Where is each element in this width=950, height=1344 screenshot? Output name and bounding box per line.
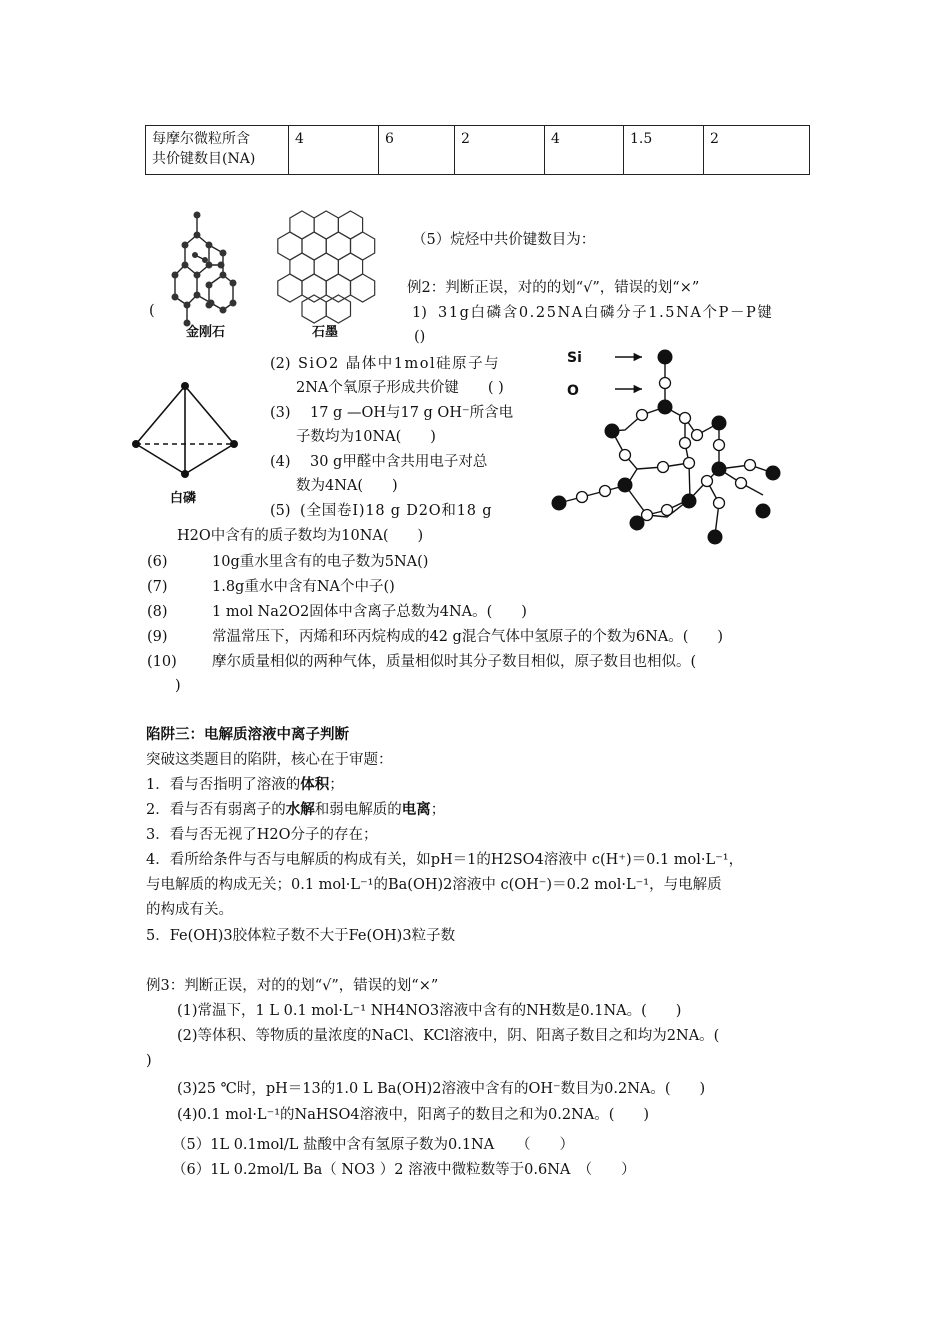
item-text: 2NA个氧原子形成共价键 ( )	[296, 380, 504, 396]
graphite-hexagon	[302, 295, 326, 323]
table-row-label	[146, 126, 289, 175]
o-label: O	[567, 383, 579, 399]
table-cell: 1.5	[624, 126, 704, 175]
section3-point-1	[146, 774, 344, 796]
graphite-hexagon	[290, 211, 314, 239]
example3-q6: （6）1L 0.2mol/L Ba（ NO3 ）2 溶液中微粒数等于0.6NA （ ）	[172, 1162, 636, 1178]
item-num: (3)	[270, 405, 291, 421]
section3-title: 陷阱三：电解质溶液中离子判断	[146, 726, 349, 743]
graphite-hexagon	[326, 295, 350, 323]
item-text: (全国卷Ⅰ)18 g D2O和18 g	[300, 503, 493, 519]
text: 1．看与否指明了溶液的	[146, 777, 301, 793]
item-num: (6)	[147, 554, 168, 570]
item-text: 1.8g重水中含有NA个中子()	[212, 579, 395, 595]
item-text: 数为4NA( )	[296, 478, 398, 494]
text: 2．看与否有弱离子的	[146, 802, 286, 818]
example3-q4: (4)0.1 mol·L⁻¹的NaHSO4溶液中，阳离子的数目之和为0.2NA。( )	[177, 1107, 650, 1123]
sio2-structure-figure	[545, 345, 805, 550]
item-text: 17 g —OH与17 g OH⁻所含电	[310, 405, 514, 421]
graphite-hexagon	[278, 232, 302, 260]
item-text: 子数均为10NA( )	[296, 429, 436, 445]
graphite-hexagon	[326, 274, 350, 302]
item-text: 摩尔质量相似的两种气体，质量相似时其分子数目相似，原子数目也相似。(	[212, 654, 697, 670]
item-text: 10g重水里含有的电子数为5NA()	[212, 554, 429, 570]
item-num: (5)	[270, 503, 291, 519]
white-phosphorus-label: 白磷	[170, 491, 197, 506]
example2-title: 例2：判断正误，对的的划“√”，错误的划“×”	[407, 280, 700, 296]
item-num: (9)	[147, 629, 168, 645]
graphite-hexagon	[278, 274, 302, 302]
item-num: (10)	[147, 654, 177, 670]
graphite-hexagon	[302, 232, 326, 260]
item-num: (2)	[270, 356, 291, 372]
item-text: 31g白磷含0.25NA白磷分子1.5NA个P－P键	[438, 305, 774, 321]
graphite-hexagon	[351, 274, 375, 302]
section3-point-4-line2: 与电解质的构成无关；0.1 mol·L⁻¹的Ba(OH)2溶液中 c(OH⁻)＝0.2 mol·L⁻¹，与电解质	[146, 877, 722, 893]
text-bold: 电离	[401, 801, 431, 818]
text: 和弱电解质的	[314, 802, 402, 818]
text: ；	[430, 802, 446, 818]
item-num: (4)	[270, 454, 291, 470]
example3-q5: （5）1L 0.1mol/L 盐酸中含有氢原子数为0.1NA （ ）	[172, 1137, 574, 1153]
open-paren: (	[149, 303, 155, 319]
section3-point-2	[146, 799, 445, 821]
item-num: (7)	[147, 579, 168, 595]
section3-point-3: 3．看与否无视了H2O分子的存在；	[146, 827, 378, 843]
q5-alkane: （5）烷烃中共价键数目为：	[412, 232, 596, 248]
section3-point-4-line3: 的构成有关。	[146, 902, 233, 918]
section3-point-4-line1: 4．看所给条件与否与电解质的构成有关，如pH＝1的H2SO4溶液中 c(H⁺)＝0.1 mol·L⁻¹，	[146, 852, 744, 868]
example3-q3: (3)25 ℃时，pH＝13的1.0 L Ba(OH)2溶液中含有的OH⁻数目为0.2NA。( )	[177, 1081, 706, 1097]
item-text: )	[175, 678, 181, 694]
text-bold: 体积	[300, 776, 330, 793]
diamond-label: 金刚石	[186, 325, 226, 340]
graphite-hexagon	[290, 253, 314, 281]
table-row	[146, 126, 810, 175]
text-bold: 水解	[285, 801, 315, 818]
example3-q1: (1)常温下，1 L 0.1 mol·L⁻¹ NH4NO3溶液中含有的NH数是0.1NA。( )	[177, 1003, 682, 1019]
table-cell: 2	[704, 126, 810, 175]
white-phosphorus-figure	[128, 380, 243, 480]
graphite-hexagon	[338, 253, 362, 281]
example3-q2: (2)等体积、等物质的量浓度的NaCl、KCl溶液中，阴、阳离子数目之和均为2NA。(	[177, 1028, 720, 1044]
item-text: SiO2 晶体中1mol硅原子与	[298, 356, 501, 372]
text: ；	[329, 777, 344, 793]
graphite-hexagon	[351, 232, 375, 260]
graphite-label: 石墨	[312, 325, 339, 340]
section3-intro: 突破这类题目的陷阱，核心在于审题：	[146, 752, 393, 768]
item-text: H2O中含有的质子数均为10NA( )	[177, 528, 424, 544]
section3-point-5: 5．Fe(OH)3胶体粒子数不大于Fe(OH)3粒子数	[146, 928, 456, 944]
label-line-2: 共价键数目(NA)	[152, 151, 256, 167]
item-num: 1)	[412, 305, 427, 321]
table-cell: 4	[289, 126, 379, 175]
graphite-hexagon	[338, 211, 362, 239]
label-line-1: 每摩尔微粒所含	[152, 131, 250, 147]
item-num: (8)	[147, 604, 168, 620]
covalent-bond-table	[145, 125, 810, 175]
example3-q2-end: )	[146, 1053, 152, 1069]
table-cell: 2	[455, 126, 545, 175]
item-text: ()	[414, 329, 426, 345]
example3-title: 例3：判断正误，对的的划“√”，错误的划“×”	[146, 978, 439, 994]
si-label: Si	[567, 350, 582, 366]
item-text: 30 g甲醛中含共用电子对总	[310, 454, 488, 470]
graphite-hexagon	[302, 274, 326, 302]
item-text: 1 mol Na2O2固体中含离子总数为4NA。( )	[212, 604, 527, 620]
item-text: 常温常压下，丙烯和环丙烷构成的42 g混合气体中氢原子的个数为6NA。( )	[212, 629, 724, 645]
table-cell: 6	[379, 126, 455, 175]
graphite-structure-figure	[266, 205, 386, 325]
table-cell: 4	[545, 126, 624, 175]
